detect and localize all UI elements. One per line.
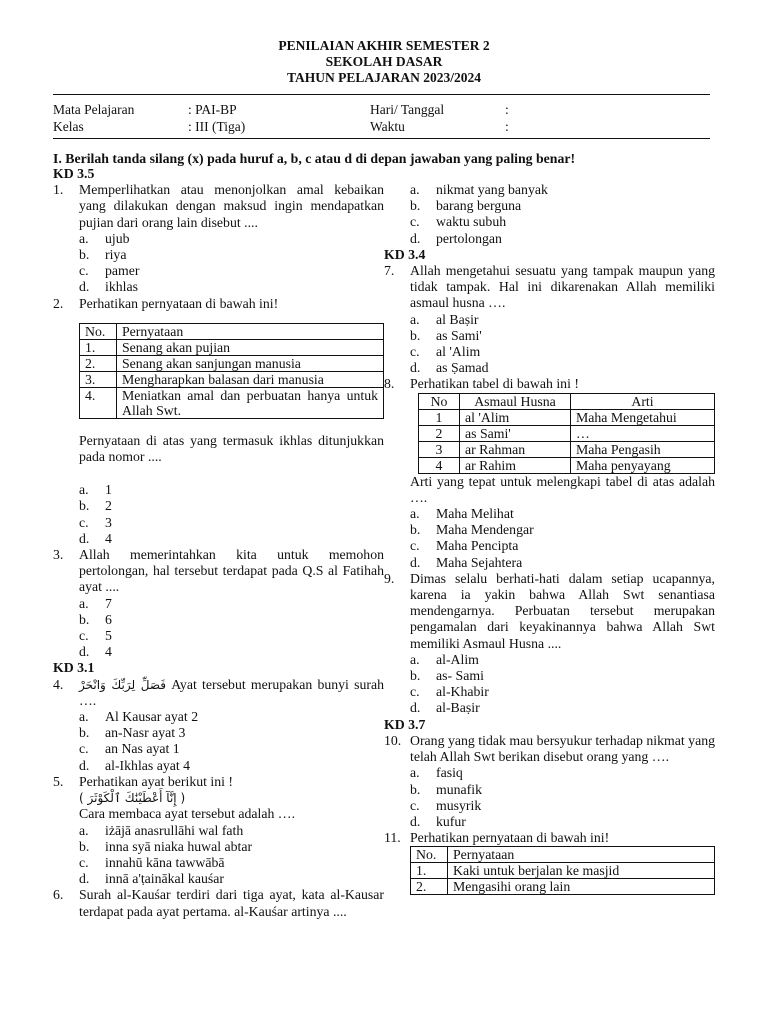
option[interactable]: b. Maha Mendengar: [410, 522, 534, 538]
question-text: Perhatikan ayat berikut ini !: [79, 773, 234, 789]
option[interactable]: a. Al Kausar ayat 2: [79, 709, 199, 725]
option[interactable]: a. iżājā anasrullāhi wal fath: [79, 822, 244, 838]
header-rule: [53, 94, 710, 95]
question-text: Perhatikan pernyataan di bawah ini!: [410, 830, 610, 846]
option[interactable]: a. nikmat yang banyak: [410, 182, 548, 197]
day-label: Hari/ Tanggal: [370, 102, 445, 117]
left-column: [53, 166, 384, 920]
question-1: 1. Memperlihatkan atau menonjolkan amal kebaikan yang dilakukan dengan maksud ingin mendapatkan pujian dari orang lain disebut ....: [53, 182, 384, 230]
option[interactable]: c. an Nas ayat 1: [79, 741, 180, 757]
statement-table: No. Pernyataan 1. Senang akan pujian 2. Senang akan sanjungan manusia 3. Mengharapkan balasan dari manusia 4. Meniatkan amal dan perbuatan hanya untuk Allah Swt.: [79, 323, 384, 419]
question-text: Orang yang tidak mau bersyukur terhadap nikmat yang telah Allah Swt berikan disebut orang yang ….: [410, 732, 715, 765]
question-6: 6. Surah al-Kauśar terdiri dari tiga ayat, kata al-Kausar terdapat pada ayat pertama. al-Kauśar artinya ....: [53, 887, 384, 919]
table-row: 4 ar Rahim Maha penyayang: [419, 457, 715, 473]
question-8-followup: Arti yang tepat untuk melengkapi tabel di atas adalah ….: [410, 473, 715, 505]
table-row: 1. Senang akan pujian: [80, 339, 384, 355]
time-label: Waktu: [370, 119, 405, 134]
question-8: 8. Perhatikan tabel di bawah ini !: [384, 376, 715, 392]
option[interactable]: a. Maha Melihat: [410, 506, 514, 522]
option[interactable]: c. Maha Pencipta: [410, 538, 519, 554]
option[interactable]: c. waktu subuh: [410, 214, 507, 230]
arabic-verse: ( إِنَّآ أَعْطَيْنَٰكَ ٱلْكَوْثَرَ ): [79, 791, 186, 806]
table-row: 3. Mengharapkan balasan dari manusia: [80, 371, 384, 387]
option[interactable]: c. musyrik: [410, 797, 482, 813]
option[interactable]: d. pertolongan: [410, 230, 502, 246]
class-value: : III (Tiga): [188, 119, 246, 134]
question-text: Dimas selalu berhati-hati dalam setiap ucapannya, karena ia yakin bahwa Allah Swt senantiasa mendengarnya. Perbuatan tersebut merupakan pengamalan dari keyakinannya bahwa Allah Swt memiliki Asmaul Husna ....: [410, 570, 715, 651]
question-3: 3. Allah memerintahkan kita untuk memohon pertolongan, hal tersebut terdapat pada Q.S al Fatihah ayat ....: [53, 547, 384, 595]
option[interactable]: a. al Baṣir: [410, 311, 479, 327]
header-year: TAHUN PELAJARAN 2023/2024: [286, 70, 481, 85]
option[interactable]: b. 6: [79, 611, 112, 627]
day-value: :: [505, 102, 509, 117]
option[interactable]: c. 5: [79, 628, 112, 644]
option[interactable]: b. munafik: [410, 781, 482, 797]
instruction: I. Berilah tanda silang (x) pada huruf a, b, c atau d di depan jawaban yang paling benar!: [53, 151, 576, 166]
table-row: 3 ar Rahman Maha Pengasih: [419, 441, 715, 457]
option[interactable]: c. al 'Alim: [410, 344, 481, 360]
question-text: Ayat tersebut merupakan bunyi surah ….: [79, 676, 384, 708]
class-label: Kelas: [53, 119, 84, 134]
option[interactable]: a. ujub: [79, 230, 130, 246]
meta-left: [53, 101, 134, 135]
option[interactable]: b. 2: [79, 498, 112, 514]
header-title: PENILAIAN AKHIR SEMESTER 2: [278, 38, 490, 53]
table-row: 2. Mengasihi orang lain: [411, 879, 715, 895]
option[interactable]: d. al-Baṣir: [410, 700, 480, 716]
question-text: Surah al-Kauśar terdiri dari tiga ayat, kata al-Kausar terdapat pada ayat pertama. al-Kauśar artinya ....: [79, 887, 384, 919]
question-text: Perhatikan tabel di bawah ini !: [410, 376, 579, 392]
time-value: :: [505, 119, 509, 134]
table-row: 2 as Sami' …: [419, 425, 715, 441]
question-2-followup: Pernyataan di atas yang termasuk ikhlas ditunjukkan pada nomor ....: [79, 432, 384, 465]
kd-label: KD 3.7: [384, 716, 426, 732]
option[interactable]: b. riya: [79, 247, 127, 263]
option[interactable]: d. ikhlas: [79, 279, 138, 295]
option[interactable]: d. innā a'ṭainākal kauśar: [79, 871, 224, 887]
question-text: Perhatikan pernyataan di bawah ini!: [79, 295, 279, 311]
meta-rule: [53, 138, 710, 139]
option[interactable]: d. as Ṣamad: [410, 360, 489, 376]
question-text: Allah memerintahkan kita untuk memohon pertolongan, hal tersebut terdapat pada Q.S al Fatihah ayat ....: [79, 547, 384, 595]
option[interactable]: d. kufur: [410, 813, 466, 829]
header-school: SEKOLAH DASAR: [325, 54, 443, 69]
option[interactable]: c. pamer: [79, 263, 140, 279]
option[interactable]: a. 1: [79, 482, 112, 498]
question-9: 9. Dimas selalu berhati-hati dalam setiap ucapannya, karena ia yakin bahwa Allah Swt senantiasa mendengarnya. Perbuatan tersebut merupakan pengamalan dari keyakinannya bahwa Allah Swt memiliki Asmaul Husna ....: [384, 570, 715, 651]
table-row: 4. Meniatkan amal dan perbuatan hanya untuk Allah Swt.: [80, 387, 384, 418]
question-2: 2. Perhatikan pernyataan di bawah ini!: [53, 296, 384, 312]
option[interactable]: a. fasiq: [410, 765, 463, 781]
option[interactable]: d. 4: [79, 530, 112, 546]
question-7: 7. Allah mengetahui sesuatu yang tampak maupun yang tidak tampak. Hal ini dikarenakan Allah memiliki asmaul husna ….: [384, 263, 715, 311]
table-row: 2. Senang akan sanjungan manusia: [80, 355, 384, 371]
question-text: Allah mengetahui sesuatu yang tampak maupun yang tidak tampak. Hal ini dikarenakan Allah memiliki asmaul husna ….: [410, 263, 715, 311]
question-10: 10. Orang yang tidak mau bersyukur terhadap nikmat yang telah Allah Swt berikan disebut orang yang ….: [384, 732, 715, 765]
option[interactable]: a. 7: [79, 595, 112, 611]
option[interactable]: c. al-Khabir: [410, 684, 489, 700]
option[interactable]: d. al-Ikhlas ayat 4: [79, 757, 191, 773]
question-5: 5. Perhatikan ayat berikut ini !: [53, 774, 384, 790]
kd-label: KD 3.5: [53, 166, 95, 181]
exam-header: [0, 38, 768, 86]
asmaul-husna-table: No Asmaul Husna Arti 1 al 'Alim Maha Mengetahui 2 as Sami' … 3 ar Rahman Maha Pengasih 4 ar Rahim Maha penyayang: [418, 393, 715, 474]
kd-label: KD 3.4: [384, 246, 426, 262]
option[interactable]: c. innahū kāna tawwābā: [79, 854, 225, 870]
option[interactable]: b. barang berguna: [410, 198, 522, 214]
meta-right: [370, 101, 444, 135]
question-11: 11. Perhatikan pernyataan di bawah ini!: [384, 830, 715, 846]
meta-right-values: [505, 101, 509, 135]
question-text: Memperlihatkan atau menonjolkan amal kebaikan yang dilakukan dengan maksud ingin mendapatkan pujian dari orang lain disebut ....: [79, 182, 384, 230]
option[interactable]: c. 3: [79, 514, 112, 530]
subject-value: : PAI-BP: [188, 102, 237, 117]
option[interactable]: b. an-Nasr ayat 3: [79, 725, 186, 741]
table-row: 1 al 'Alim Maha Mengetahui: [419, 409, 715, 425]
question-5-followup: Cara membaca ayat tersebut adalah ….: [79, 806, 296, 822]
option[interactable]: b. inna syā niaka huwal abtar: [79, 838, 253, 854]
option[interactable]: d. 4: [79, 644, 112, 660]
kd-label: KD 3.1: [53, 660, 95, 676]
option[interactable]: d. Maha Sejahtera: [410, 554, 523, 570]
right-column: [384, 182, 715, 895]
arabic-verse: فَصَلِّ لِرَبِّكَ وَانْحَرْ: [79, 677, 166, 692]
meta-left-values: [188, 101, 245, 135]
question-4: 4. فَصَلِّ لِرَبِّكَ وَانْحَرْ Ayat tersebut merupakan bunyi surah ….: [53, 676, 384, 708]
option[interactable]: b. as Sami': [410, 327, 482, 343]
table-row: 1. Kaki untuk berjalan ke masjid: [411, 863, 715, 879]
statement-table-11: No. Pernyataan 1. Kaki untuk berjalan ke masjid 2. Mengasihi orang lain: [410, 846, 715, 895]
option[interactable]: a. al-Alim: [410, 651, 479, 667]
option[interactable]: b. as- Sami: [410, 668, 484, 684]
subject-label: Mata Pelajaran: [53, 102, 135, 117]
